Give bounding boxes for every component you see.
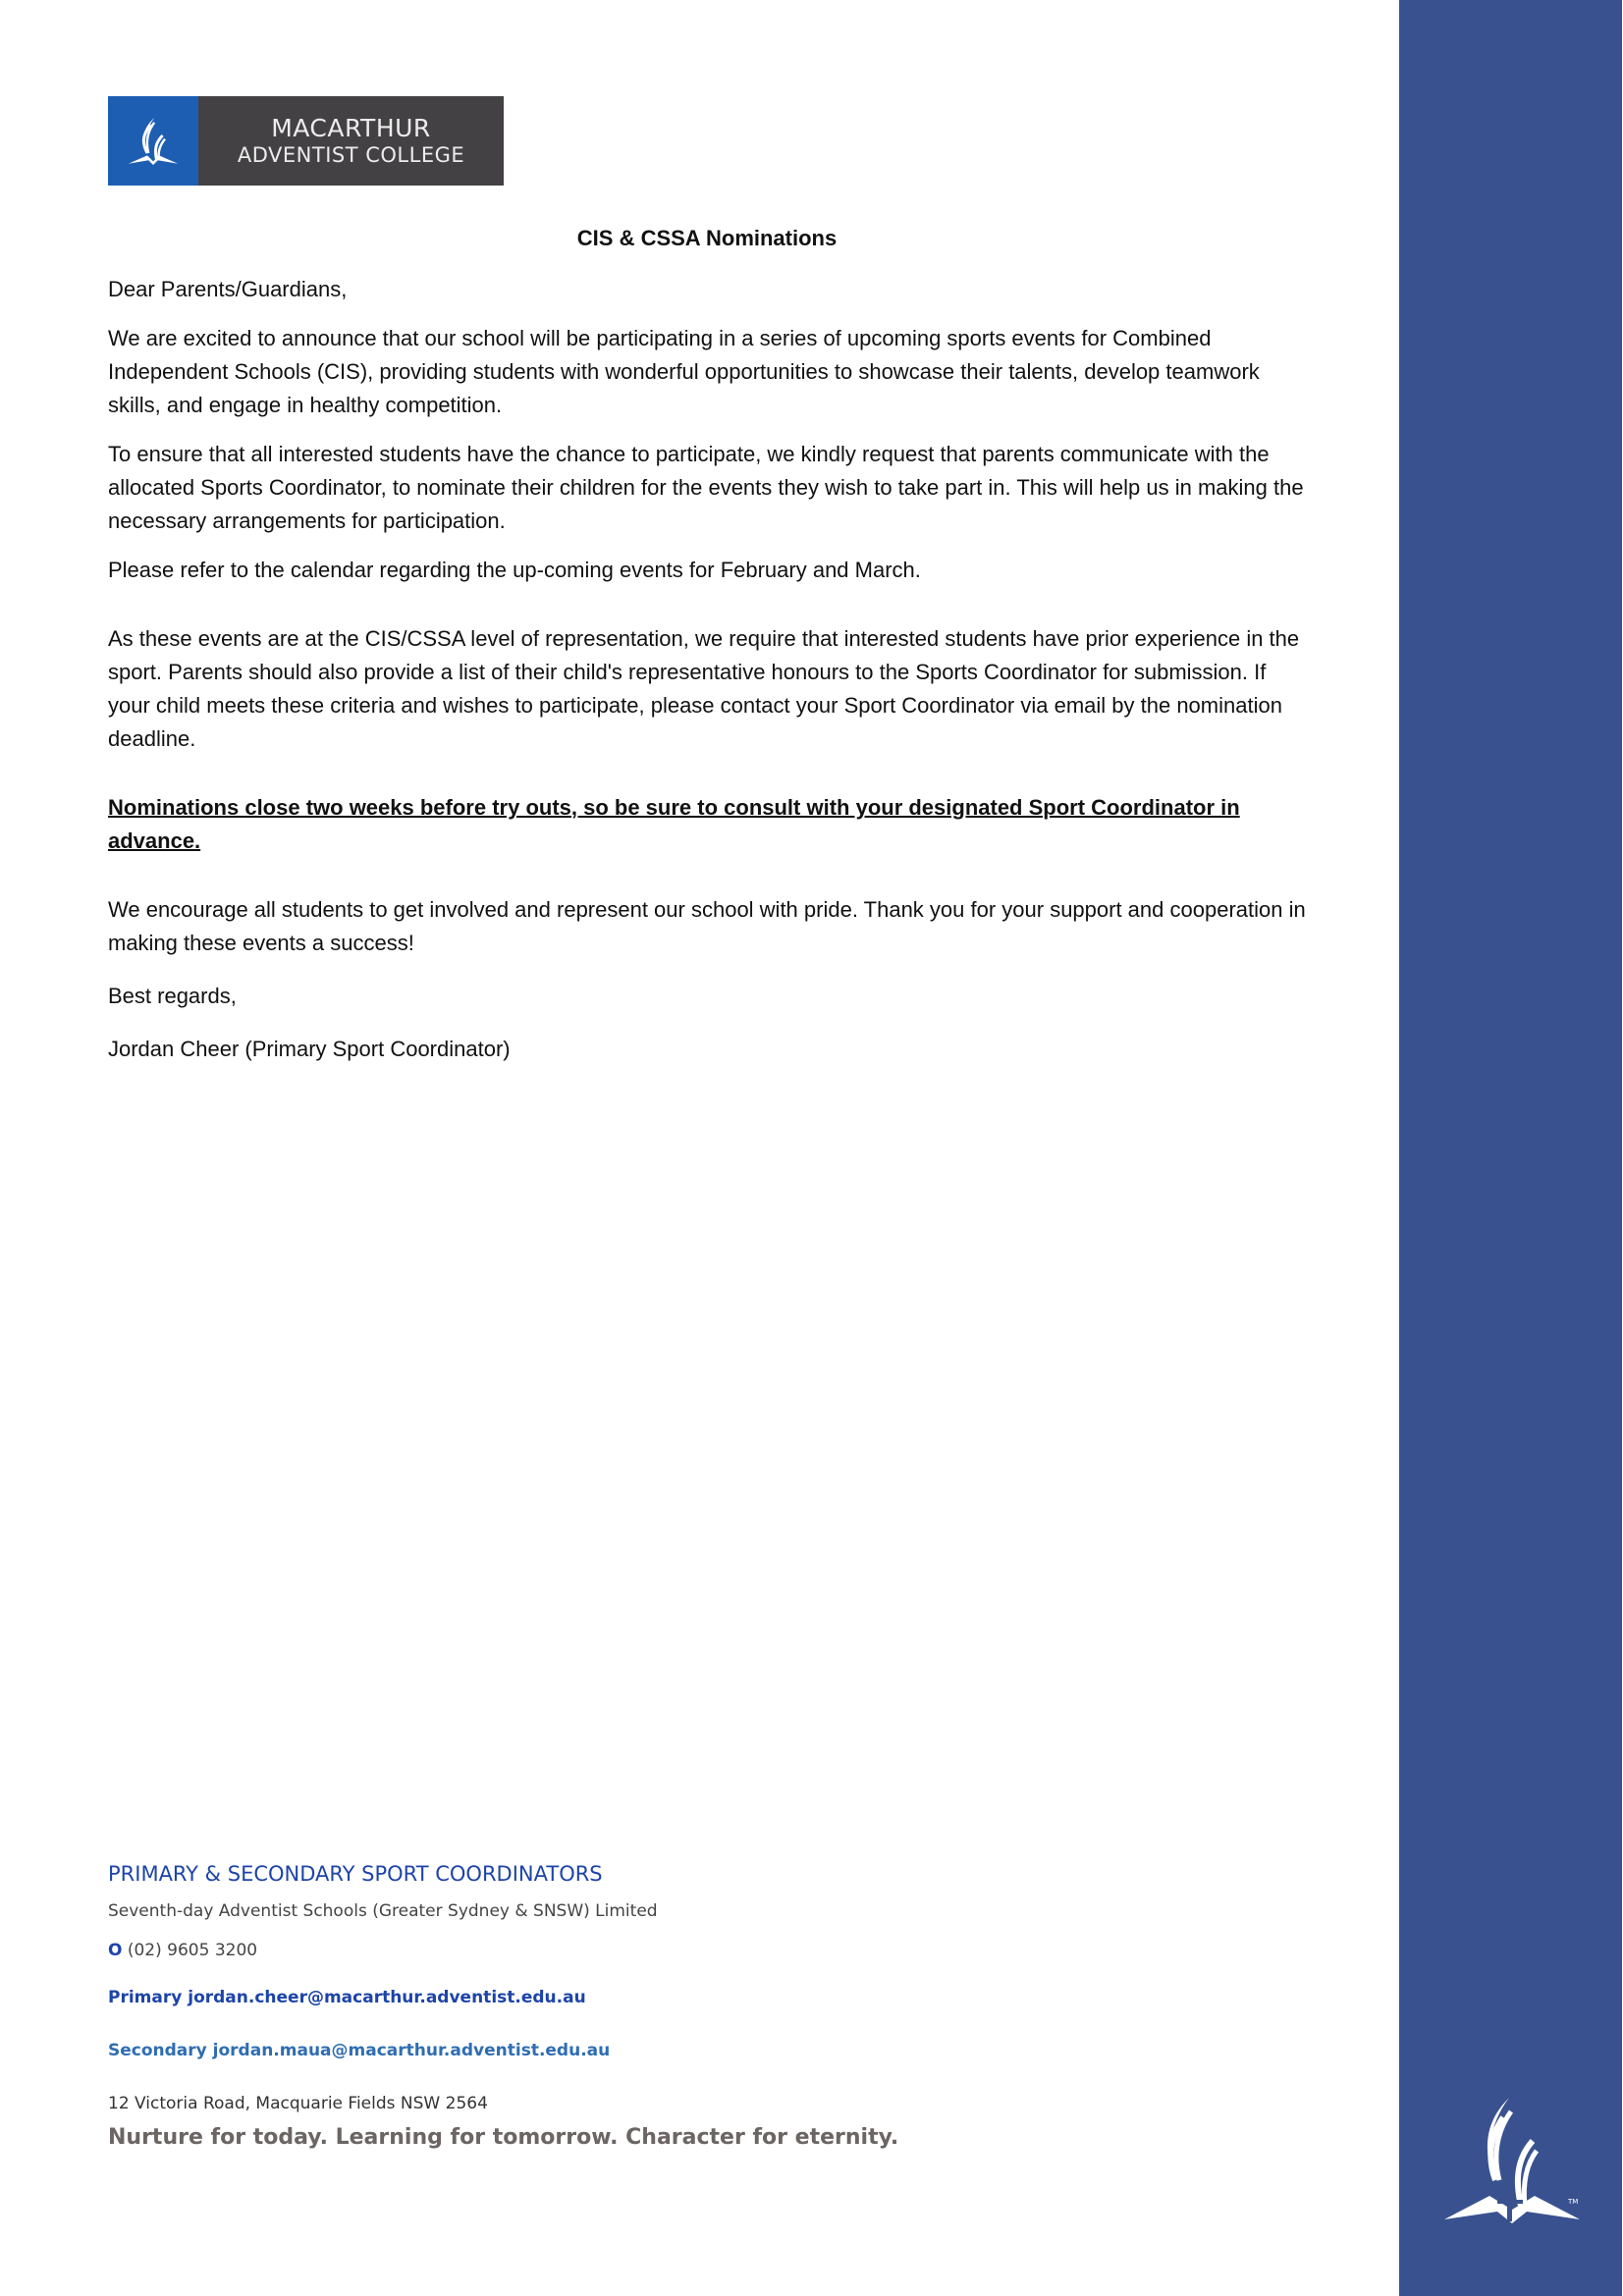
letter-footer	[108, 1860, 992, 2153]
adventist-logo-icon	[108, 96, 198, 186]
secondary-label: Secondary	[108, 2041, 207, 2060]
school-tagline: Nurture for today. Learning for tomorrow. Character for eternity.	[108, 2125, 899, 2150]
salutation: Dear Parents/Guardians,	[108, 277, 348, 301]
paragraph-requirements: As these events are at the CIS/CSSA level of representation, we require that interested students have prior experience in the sport. Parents should also provide a list of their child's representative honours to the Sports Coordinator for submission. If your child meets these criteria and wishes to participate, please contact your Sport Coordinator via email by the nomination deadline.	[108, 626, 1300, 751]
paragraph-calendar: Please refer to the calendar regarding the up-coming events for February and March.	[108, 558, 921, 582]
school-address: 12 Victoria Road, Macquarie Fields NSW 2564	[108, 2094, 488, 2113]
school-logo-banner	[108, 96, 504, 186]
phone-number: (02) 9605 3200	[127, 1941, 258, 1960]
phone-label: O	[108, 1941, 123, 1960]
adventist-flame-book-icon	[1438, 2090, 1586, 2227]
school-name-line1: MACARTHUR	[271, 113, 431, 142]
paragraph-intro: We are excited to announce that our school will be participating in a series of upcoming sports events for Combined Independent Schools (CIS), providing students with wonderful opportunities to showcase their talents, develop teamwork skills, and engage in healthy competition.	[108, 326, 1260, 417]
footer-heading: PRIMARY & SECONDARY SPORT COORDINATORS	[108, 1862, 603, 1886]
secondary-contact	[108, 2039, 992, 2062]
organisation-name: Seventh-day Adventist Schools (Greater Sydney & SNSW) Limited	[108, 1901, 658, 1921]
decorative-sidebar	[1399, 0, 1622, 2296]
paragraph-closing: We encourage all students to get involved and represent our school with pride. Thank you for your support and cooperation in making these events a success!	[108, 897, 1306, 955]
letter-title: CIS & CSSA Nominations	[576, 226, 838, 250]
svg-text:TM: TM	[1568, 2198, 1579, 2206]
paragraph-request: To ensure that all interested students have the chance to participate, we kindly request that parents communicate with the allocated Sports Coordinator, to nominate their children for the events they wish to take part in. This will help us in making the necessary arrangements for participation.	[108, 442, 1304, 533]
school-name-line2: ADVENTIST COLLEGE	[237, 142, 465, 167]
primary-contact	[108, 1986, 992, 2009]
primary-email-link[interactable]: jordan.cheer@macarthur.adventist.edu.au	[188, 1988, 586, 2007]
office-phone	[108, 1939, 992, 1962]
primary-label: Primary	[108, 1988, 183, 2007]
signoff: Best regards,	[108, 984, 237, 1008]
school-name	[198, 96, 504, 186]
signature: Jordan Cheer (Primary Sport Coordinator)	[108, 1037, 511, 1061]
nomination-deadline-notice: Nominations close two weeks before try outs, so be sure to consult with your designated Sport Coordinator in advance.	[108, 795, 1240, 853]
secondary-email-link[interactable]: jordan.maua@macarthur.adventist.edu.au	[212, 2041, 611, 2060]
letter-body	[108, 222, 1306, 1082]
